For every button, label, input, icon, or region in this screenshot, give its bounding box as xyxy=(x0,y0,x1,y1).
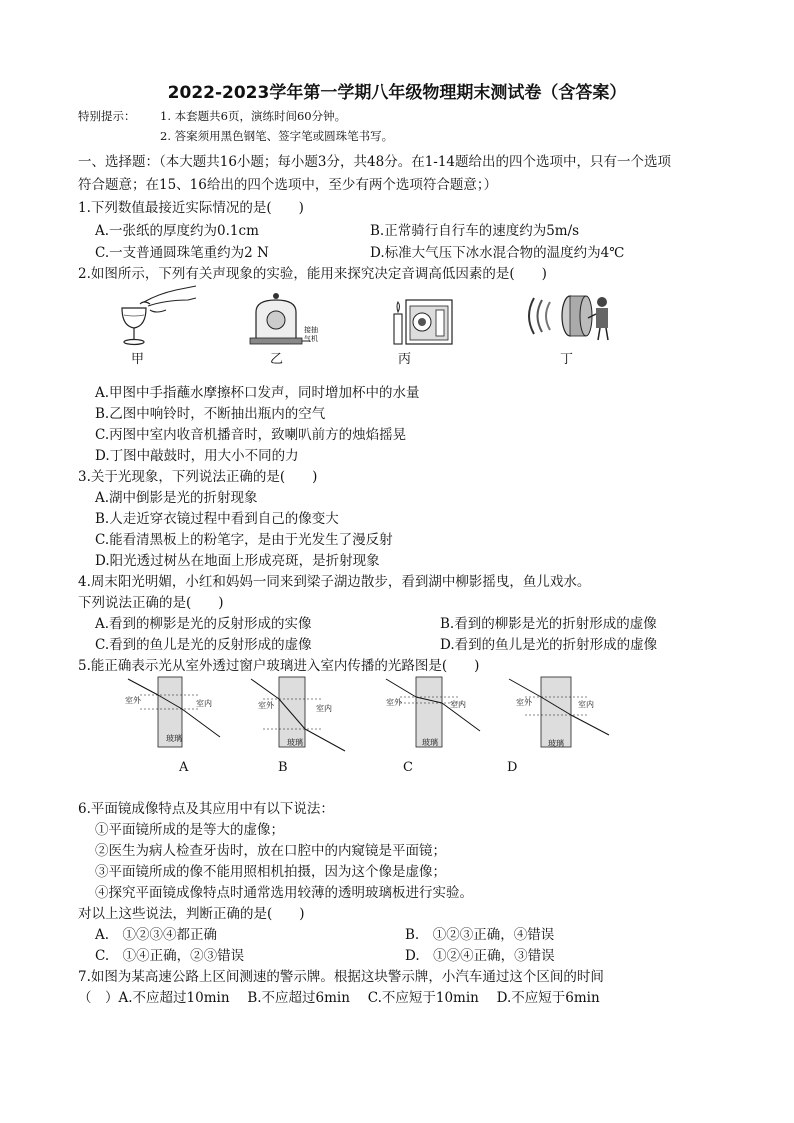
q2-stem: 2.如图所示，下列有关声现象的实验，能用来探究决定音调高低因素的是( ) xyxy=(78,266,547,282)
q4-stem-line1: 4.周末阳光明媚，小红和妈妈一同来到梁子湖边散步，看到湖中柳影摇曳，鱼儿戏水。 xyxy=(78,574,591,590)
q2-figure-yi xyxy=(248,290,328,350)
notice-item-1: 1. 本套题共6页，演练时间60分钟。 xyxy=(160,109,347,123)
q5-a-glass: 玻璃 xyxy=(166,734,182,743)
q4-option-c: C.看到的鱼儿是光的反射形成的虚像 xyxy=(95,637,312,653)
q6-statement-3: ③平面镜所成的像不能用照相机拍摄，因为这个像是虚像； xyxy=(95,864,446,880)
q6-option-b: B. ①②③正确，④错误 xyxy=(405,927,555,943)
q6-stem: 6.平面镜成像特点及其应用中有以下说法： xyxy=(78,801,334,817)
page-title: 2022-2023学年第一学期八年级物理期末测试卷（含答案） xyxy=(167,83,627,103)
q5-label-c: C xyxy=(403,760,413,775)
q2-label-jia: 甲 xyxy=(131,352,145,367)
q5-c-inside: 室内 xyxy=(450,700,466,709)
q1-option-c: C.一支普通圆珠笔重约为2 N xyxy=(95,245,269,261)
notice-label: 特别提示： xyxy=(78,109,136,123)
q3-option-d: D.阳光透过树丛在地面上形成亮斑，是折射现象 xyxy=(95,553,380,569)
section-heading-line1: 一、选择题：（本大题共16小题；每小题3分，共48分。在1-14题给出的四个选项中，只有一个选项 xyxy=(78,154,672,170)
q3-stem: 3.关于光现象，下列说法正确的是( ) xyxy=(78,469,318,485)
q2-pump-text-1: 接抽 xyxy=(304,326,318,334)
q2-label-ding: 丁 xyxy=(560,352,574,367)
q6-statement-1: ①平面镜所成的是等大的虚像； xyxy=(95,822,284,838)
q2-option-a: A.甲图中手指蘸水摩擦杯口发声，同时增加杯中的水量 xyxy=(95,385,420,401)
q5-d-outside: 室外 xyxy=(516,698,532,707)
q4-stem-line2: 下列说法正确的是( ) xyxy=(78,595,224,611)
q5-c-glass: 玻璃 xyxy=(422,738,438,747)
q6-statement-2: ②医生为病人检查牙齿时，放在口腔中的内窥镜是平面镜； xyxy=(95,843,446,859)
q2-option-c: C.丙图中室内收音机播音时，致喇叭前方的烛焰摇晃 xyxy=(95,427,407,443)
q3-option-c: C.能看清黑板上的粉笔字，是由于光发生了漫反射 xyxy=(95,532,393,548)
q4-option-d: D.看到的鱼儿是光的折射形成的虚像 xyxy=(440,637,658,653)
q2-label-bing: 丙 xyxy=(398,352,412,367)
q5-label-d: D xyxy=(507,760,518,775)
section-heading-line2: 符合题意；在15、16给出的四个选项中，至少有两个选项符合题意；） xyxy=(78,177,498,193)
notice-item-2: 2. 答案须用黑色钢笔、签字笔或圆珠笔书写。 xyxy=(160,129,394,143)
q6-ask: 对以上这些说法，判断正确的是( ) xyxy=(78,906,305,922)
q7-stem: 7.如图为某高速公路上区间测速的警示牌。根据这块警示牌，小汽车通过这个区间的时间 xyxy=(78,969,604,985)
q6-option-a: A. ①②③④都正确 xyxy=(95,927,218,943)
q3-option-a: A.湖中倒影是光的折射现象 xyxy=(95,490,258,506)
q3-option-b: B.人走近穿衣镜过程中看到自己的像变大 xyxy=(95,511,339,527)
q5-a-inside: 室内 xyxy=(196,699,212,708)
q1-option-a: A.一张纸的厚度约为0.1cm xyxy=(95,223,259,239)
q6-statement-4: ④探究平面镜成像特点时通常选用较薄的透明玻璃板进行实验。 xyxy=(95,885,473,901)
q1-stem: 1.下列数值最接近实际情况的是( ) xyxy=(78,200,304,216)
q2-figure-ding xyxy=(520,292,616,344)
q5-d-inside: 室内 xyxy=(578,700,594,709)
q5-d-glass: 玻璃 xyxy=(548,739,564,748)
q7-options: （ ）A.不应超过10min B.不应超过6min C.不应短于10min D.不应短于6min xyxy=(78,990,600,1006)
q2-figure-jia xyxy=(110,282,200,352)
q5-label-b: B xyxy=(278,760,288,775)
q1-option-b: B.正常骑行自行车的速度约为5m/s xyxy=(370,223,580,239)
q5-c-outside: 室外 xyxy=(386,698,402,707)
q5-b-glass: 玻璃 xyxy=(287,738,303,747)
q5-b-inside: 室内 xyxy=(316,704,332,713)
q2-label-yi: 乙 xyxy=(270,352,284,367)
q4-option-a: A.看到的柳影是光的反射形成的实像 xyxy=(95,616,312,632)
q2-option-b: B.乙图中响铃时，不断抽出瓶内的空气 xyxy=(95,406,326,422)
q6-option-d: D. ①②④正确，③错误 xyxy=(405,948,555,964)
q5-label-a: A xyxy=(179,760,189,775)
q1-option-d: D.标准大气压下冰水混合物的温度约为4℃ xyxy=(370,245,625,261)
q6-option-c: C. ①④正确，②③错误 xyxy=(95,948,245,964)
q5-b-outside: 室外 xyxy=(258,701,274,710)
q2-figure-bing xyxy=(388,292,458,350)
q2-pump-text-2: 气机 xyxy=(304,335,318,343)
q4-option-b: B.看到的柳影是光的折射形成的虚像 xyxy=(440,616,657,632)
q2-option-d: D.丁图中敲鼓时，用大小不同的力 xyxy=(95,448,299,464)
q5-a-outside: 室外 xyxy=(125,696,141,705)
q5-stem: 5.能正确表示光从室外透过窗户玻璃进入室内传播的光路图是( ) xyxy=(78,658,480,674)
